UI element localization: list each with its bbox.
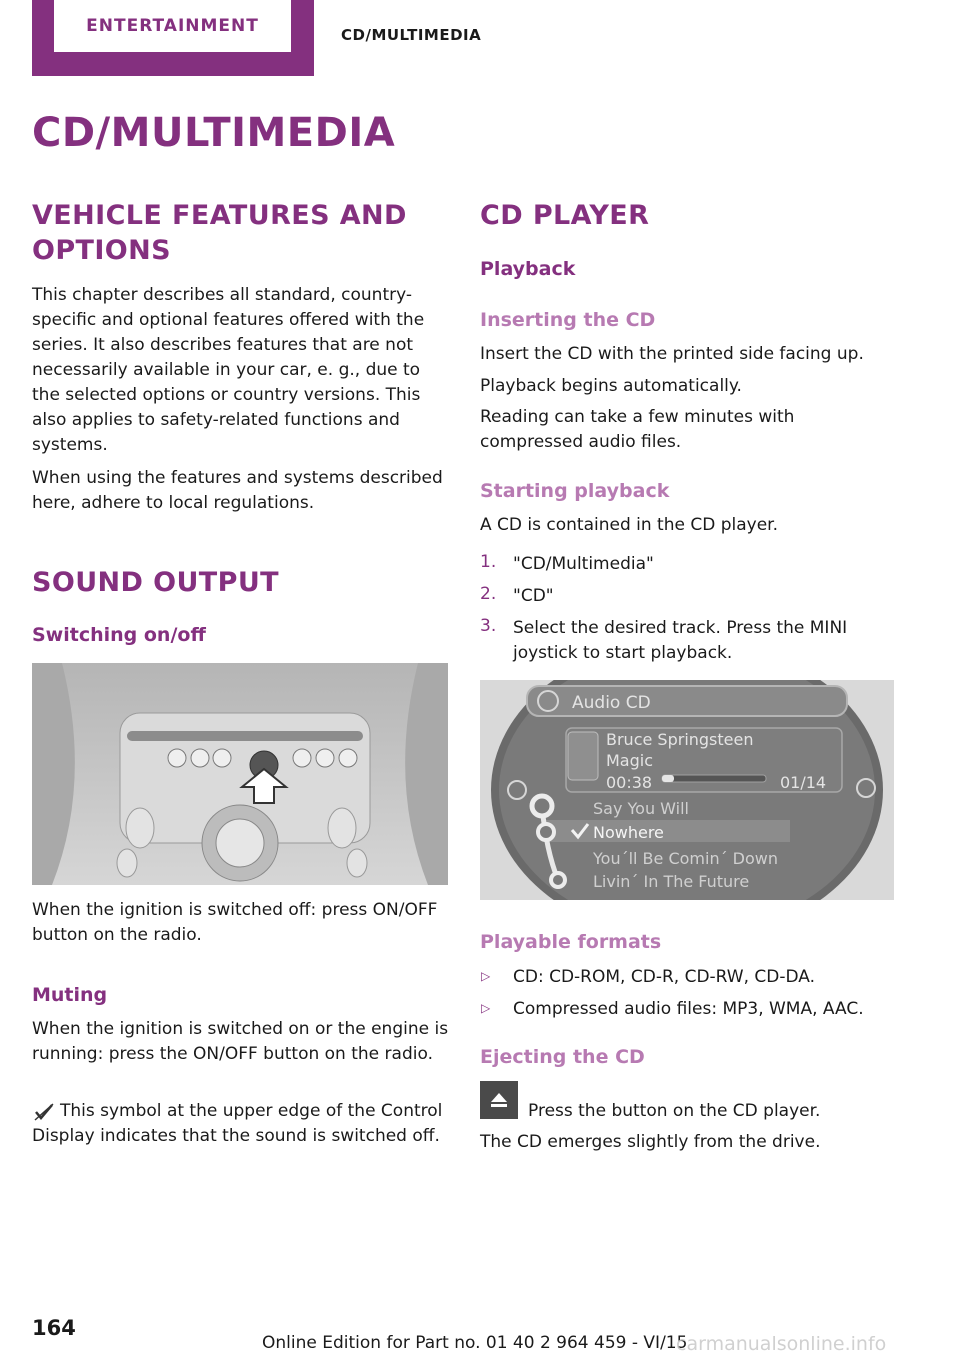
muting-heading: Muting bbox=[32, 984, 108, 1006]
switching-paragraph: When the ignition is switched off: press ON/OFF button on the radio. bbox=[32, 900, 438, 945]
step-number: 2. bbox=[480, 584, 497, 604]
eject-paragraph-2: The CD emerges slightly from the drive. bbox=[480, 1132, 821, 1152]
chapter-tab bbox=[32, 0, 314, 76]
screen-track: Say You Will bbox=[593, 799, 689, 818]
section-label: CD/MULTIMEDIA bbox=[341, 26, 482, 44]
sound-output-heading: SOUND OUTPUT bbox=[32, 567, 279, 598]
inserting-paragraph-3: Reading can take a few minutes with compressed audio files. bbox=[480, 407, 795, 452]
switching-heading: Switching on/off bbox=[32, 624, 206, 646]
format-item: Compressed audio files: MP3, WMA, AAC. bbox=[513, 999, 864, 1019]
step-text: "CD/Multimedia" bbox=[513, 554, 654, 574]
mute-symbol-text: This symbol at the upper edge of the Control Display indicates that the sound is switched off. bbox=[32, 1101, 443, 1146]
starting-heading: Starting playback bbox=[480, 480, 670, 502]
vehicle-features-paragraph-2: When using the features and systems described here, adhere to local regulations. bbox=[32, 468, 443, 513]
page-title: CD/MULTIMEDIA bbox=[32, 110, 396, 156]
eject-heading: Ejecting the CD bbox=[480, 1046, 645, 1068]
screen-artist: Bruce Springsteen bbox=[606, 730, 754, 749]
format-item: CD: CD-ROM, CD-R, CD-RW, CD-DA. bbox=[513, 967, 816, 987]
bullet-icon: ▷ bbox=[481, 1001, 491, 1015]
screen-track: You´ll Be Comin´ Down bbox=[593, 849, 779, 868]
site-watermark: carmanualsonline.info bbox=[676, 1333, 887, 1355]
radio-console-illustration bbox=[32, 663, 448, 885]
inserting-heading: Inserting the CD bbox=[480, 309, 656, 331]
screen-track: Livin´ In The Future bbox=[593, 872, 750, 891]
step-number: 3. bbox=[480, 616, 497, 636]
screen-track-counter: 01/14 bbox=[780, 773, 827, 792]
inserting-paragraph-2: Playback begins automatically. bbox=[480, 376, 742, 396]
step-text: Select the desired track. Press the MINI joystick to start playback. bbox=[513, 618, 848, 663]
cd-player-heading: CD PLAYER bbox=[480, 200, 650, 231]
chapter-tab-inner bbox=[54, 0, 291, 52]
starting-paragraph: A CD is contained in the CD player. bbox=[480, 515, 778, 535]
eject-paragraph-1: Press the button on the CD player. bbox=[528, 1101, 821, 1121]
bullet-icon: ▷ bbox=[481, 969, 491, 983]
mute-symbol-paragraph bbox=[32, 1099, 450, 1149]
formats-heading: Playable formats bbox=[480, 931, 662, 953]
mute-symbol-icon bbox=[33, 1102, 55, 1122]
vehicle-features-paragraph-1: This chapter describes all standard, country-specific and optional features offered with the series. It also describes features that are not necessarily available in your car, e. g., due to the selected options or country versions. This also applies to safety-related functions and systems. bbox=[32, 285, 425, 455]
eject-button-icon bbox=[480, 1081, 518, 1119]
step-text: "CD" bbox=[513, 586, 554, 606]
screen-title: Audio CD bbox=[572, 693, 651, 713]
muting-paragraph: When the ignition is switched on or the engine is running: press the ON/OFF button on the radio. bbox=[32, 1019, 449, 1064]
page-number: 164 bbox=[32, 1316, 76, 1340]
screen-elapsed: 00:38 bbox=[606, 773, 653, 792]
inserting-paragraph-1: Insert the CD with the printed side facing up. bbox=[480, 344, 864, 364]
playback-heading: Playback bbox=[480, 258, 576, 280]
chapter-tab-label: ENTERTAINMENT bbox=[86, 16, 259, 36]
vehicle-features-heading: VEHICLE FEATURES AND OPTIONS bbox=[32, 200, 407, 266]
step-number: 1. bbox=[480, 552, 497, 572]
control-display-screenshot bbox=[480, 680, 894, 900]
screen-album: Magic bbox=[606, 751, 654, 770]
edition-footer: Online Edition for Part no. 01 40 2 964 459 - VI/15 bbox=[262, 1333, 688, 1353]
screen-track-selected: Nowhere bbox=[593, 823, 664, 842]
